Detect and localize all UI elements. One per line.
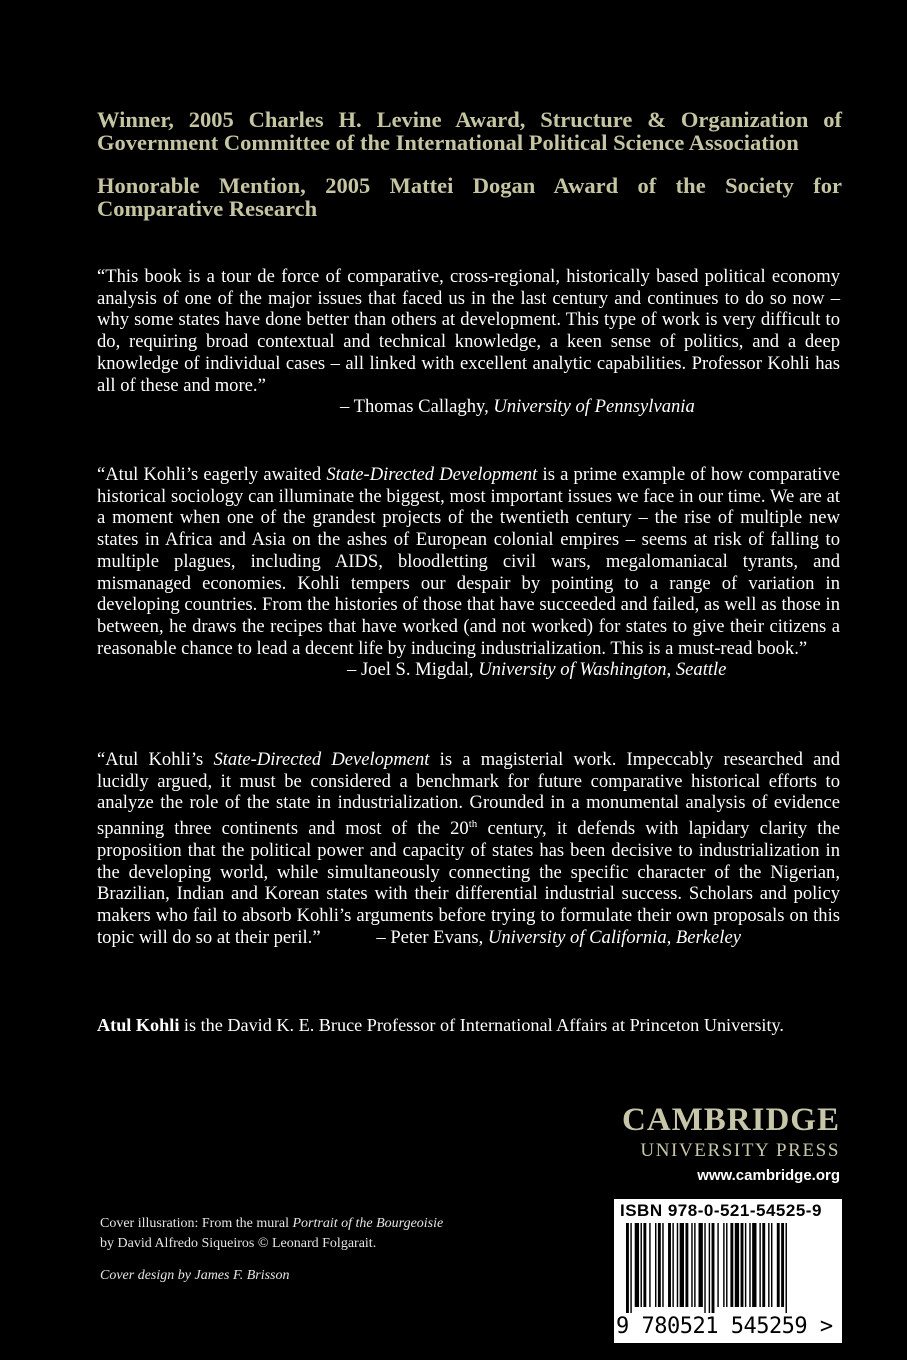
barcode-bar — [723, 1223, 724, 1307]
author-name: Atul Kohli — [97, 1015, 180, 1035]
isbn-barcode — [614, 1199, 842, 1343]
isbn-label: ISBN 978-0-521-54525-9 — [620, 1201, 822, 1220]
barcode-bar — [759, 1223, 760, 1307]
barcode-bar — [626, 1223, 629, 1313]
barcode-bar — [735, 1223, 739, 1307]
barcode-bar — [717, 1223, 718, 1307]
barcode-bar — [712, 1223, 715, 1313]
author-bio — [97, 1015, 857, 1036]
quote-text-cont: is a prime example of how comparative historical sociology can illuminate the biggest, most important issues we face in our time. We are at a moment when one of the grandest projects of the twentieth century – the rise of multiple new states in Africa and Asia on the ashes of European colonial empires – seems at risk of falling to multiple plagues, including AIDS, bloodletting civil wars, megalomaniacal tyrants, and mismanaged economies. Kohli tempers our despair by pointing to a range of variation in developing countries. From the histories of those that have succeeded and failed, as well as those in between, he draws the recipes that have worked (and not worked) for states to give their citizens a reasonable chance to lead a decent life by inducing industrialization. This is a must-read book.” — [97, 464, 841, 659]
barcode-bar — [694, 1223, 695, 1307]
barcode-bar — [781, 1223, 784, 1307]
attribution-affiliation: University of California, Berkeley — [487, 926, 741, 948]
awards-section — [97, 108, 842, 220]
publisher-name: CAMBRIDGE — [621, 1102, 840, 1138]
illustration-prefix: Cover illusration: From the mural — [100, 1216, 293, 1231]
ordinal-superscript: th — [468, 818, 478, 831]
publisher-website[interactable]: www.cambridge.org — [697, 1167, 840, 1184]
quote-text-end: century, it defends with lapidary clarity the proposition that the political power and capacity of states has been decisive to industrialization in the developing world, while simultaneously connecting the specific character of the Nigerian, Brazilian, Indian and Korean states with their differential industrial success. Scholars and policy makers who fail to absorb Kohli’s arguments before trying to formulate their own proposals on this topic will do so at their peril.” — [97, 818, 840, 948]
publisher-press: UNIVERSITY PRESS — [640, 1140, 840, 1161]
quote-text-cont: is a magisterial work. Impeccably researched and lucidly argued, it must be considered a benchmark for future comparative historical efforts to analyze the role of the state in industrialization. Grounded in a monumental analysis of evidence spanning three continents and most of the 20 — [97, 749, 840, 840]
barcode-bar — [730, 1223, 733, 1307]
barcode-bar — [641, 1223, 642, 1307]
barcode-bar — [704, 1223, 705, 1313]
barcode-bar — [649, 1223, 650, 1307]
illustration-credit — [100, 1214, 443, 1234]
quote-attribution — [97, 396, 840, 418]
attribution-author: – Joel S. Migdal, — [347, 659, 474, 681]
quote-text: “Atul Kohli’s — [97, 749, 214, 770]
mural-title: Portrait of the Bourgeoisie — [292, 1216, 444, 1231]
publisher-logo — [622, 1103, 840, 1184]
barcode-bar — [672, 1223, 673, 1307]
barcode-bar — [643, 1223, 646, 1307]
barcode-bar — [630, 1223, 631, 1313]
endorsement-evans — [97, 749, 840, 949]
author-description: is the David K. E. Bruce Professor of International Affairs at Princeton University. — [179, 1015, 784, 1035]
quote-text: “This book is a tour de force of comparative, cross-regional, historically based political economy analysis of one of the major issues that faced us in the last century and continues to do so now – why some states have done better than others at development. This type of work is very difficult to do, requiring broad contextual and technical knowledge, a keen sense of politics, and a deep knowledge of individual cases – all linked with excellent analytic capabilities. Professor Kohli has all of these and more.” — [97, 266, 840, 396]
barcode-bar — [771, 1223, 772, 1307]
barcode-bar — [741, 1223, 744, 1307]
barcode-bar — [668, 1223, 671, 1307]
illustration-credit-line2: by David Alfredo Siqueiros © Leonard Folgarait. — [100, 1236, 377, 1251]
barcode-bar — [786, 1223, 787, 1313]
attribution-author: – Peter Evans, — [376, 926, 484, 948]
barcode-bar — [768, 1223, 769, 1307]
barcode-bar — [691, 1223, 692, 1307]
barcode-bar — [635, 1223, 639, 1307]
barcode-bar — [699, 1223, 703, 1307]
book-title: State-Directed Development — [213, 749, 430, 770]
barcode-bar — [752, 1223, 756, 1307]
barcode-bar — [745, 1223, 746, 1307]
barcode-bar — [709, 1223, 710, 1313]
quote-text: “Atul Kohli’s eagerly awaited — [97, 464, 327, 485]
endorsement-migdal — [97, 464, 840, 681]
book-title: State-Directed Development — [326, 464, 538, 485]
attribution-author: – Thomas Callaghy, — [340, 396, 489, 418]
barcode-bar — [662, 1223, 663, 1307]
barcode-bar — [658, 1223, 661, 1307]
barcode-bar — [777, 1223, 780, 1307]
barcode-bar — [677, 1223, 678, 1307]
endorsement-callaghy — [97, 266, 840, 418]
award-levine: Winner, 2005 Charles H. Levine Award, Structure & Organization of Government Committee of the International Political Science Association — [97, 107, 842, 155]
attribution-affiliation: University of Washington, Seattle — [478, 659, 727, 681]
barcode-bar — [762, 1223, 765, 1307]
barcode-bar — [726, 1223, 727, 1307]
design-credit: Cover design by James F. Brisson — [100, 1268, 290, 1283]
barcode-digits: 9 780521 545259 > — [616, 1314, 833, 1339]
attribution-affiliation: University of Pennsylvania — [493, 396, 695, 418]
barcode-bars — [622, 1223, 834, 1313]
barcode-bar — [680, 1223, 684, 1307]
barcode-bar — [655, 1223, 656, 1307]
quote-attribution — [97, 659, 840, 681]
barcode-bar — [749, 1223, 750, 1307]
barcode-bar — [685, 1223, 688, 1307]
award-dogan: Honorable Mention, 2005 Mattei Dogan Award of the Society for Comparative Research — [97, 173, 842, 221]
cover-credits — [100, 1214, 443, 1286]
